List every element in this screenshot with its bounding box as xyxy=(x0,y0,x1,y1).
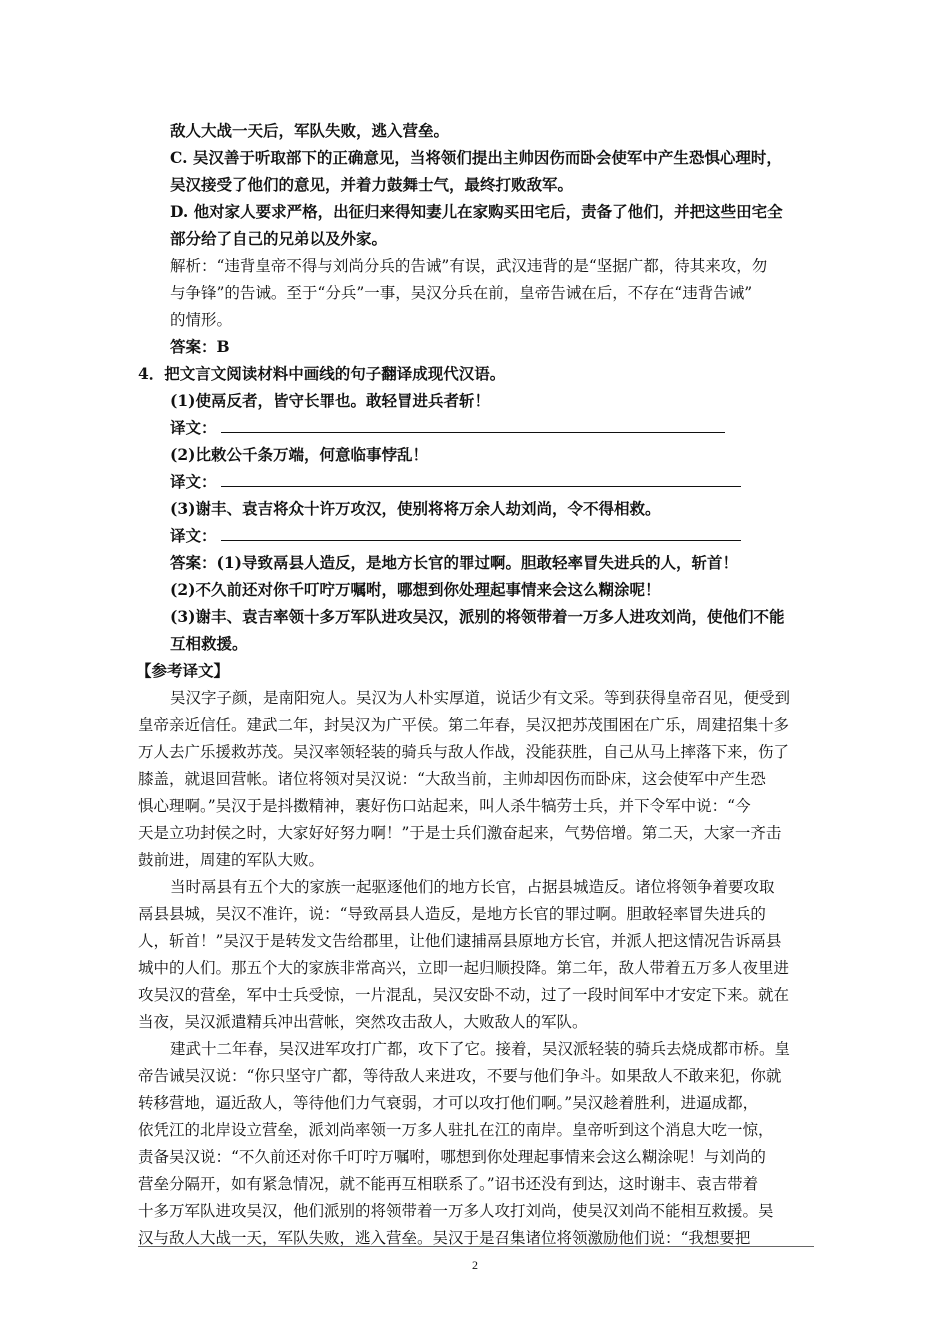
q4-sentence-3: (3)谢丰、袁吉将众十许万攻汉，使别将将万余人劫刘尚，令不得相救。 xyxy=(170,499,661,518)
option-c-line2: 吴汉接受了他们的意见，并着力鼓舞士气，最终打败敌军。 xyxy=(170,175,574,194)
translate-label: 译文： xyxy=(170,418,217,437)
ref-p2-line: 鬲县县城，吴汉不准许，说：“导致鬲县人造反，是地方长官的罪过啊。胆敢轻率冒失进兵的 xyxy=(138,905,766,923)
translate-label: 译文： xyxy=(170,472,217,491)
option-d-line1: D. 他对家人要求严格，出征归来得知妻儿在家购买田宅后，责备了他们，并把这些田宅全 xyxy=(170,202,783,221)
q4-answer-3-line1: (3)谢丰、袁吉率领十多万军队进攻吴汉，派别的将领带着一万多人进攻刘尚，使他们不能 xyxy=(170,607,785,626)
ref-p3-line: 建武十二年春，吴汉进军攻打广都，攻下了它。接着，吴汉派轻装的骑兵去烧成都市桥。皇 xyxy=(170,1040,791,1058)
footer-divider xyxy=(138,1246,814,1247)
q3-analysis-line1: 解析：“违背皇帝不得与刘尚分兵的告诫”有误，武汉违背的是“坚据广都，待其来攻，勿 xyxy=(170,257,768,275)
option-b-tail: 敌人大战一天后，军队失败，逃入营垒。 xyxy=(170,121,450,140)
ref-p3-line: 转移营地，逼近敌人，等待他们力气衰弱，才可以攻打他们啊。”吴汉趁着胜利，进逼成都， xyxy=(138,1094,759,1112)
answer-blank[interactable] xyxy=(221,526,741,541)
answer-blank[interactable] xyxy=(221,472,741,487)
q4-translate-line-1 xyxy=(170,418,725,438)
q4-answer-1: 答案：(1)导致鬲县人造反，是地方长官的罪过啊。胆敢轻率冒失进兵的人，斩首！ xyxy=(170,553,738,572)
option-d-line2: 部分给了自己的兄弟以及外家。 xyxy=(170,229,388,248)
ref-p2-line: 当夜，吴汉派遣精兵冲出营帐，突然攻击敌人，大败敌人的军队。 xyxy=(138,1013,588,1031)
ref-p1-line: 万人去广乐援救苏茂。吴汉率领轻装的骑兵与敌人作战，没能获胜，自己从马上摔落下来，伤了 xyxy=(138,743,790,761)
q4-answer-2: (2)不久前还对你千叮咛万嘱咐，哪想到你处理起事情来会这么糊涂呢！ xyxy=(170,580,661,599)
ref-p2-line: 人，斩首！”吴汉于是转发文告给郡里，让他们逮捕鬲县原地方长官，并派人把这情况告诉鬲县 xyxy=(138,932,782,950)
ref-p3-line: 汉与敌人大战一天，军队失败，逃入营垒。吴汉于是召集诸位将领激励他们说：“我想要把 xyxy=(138,1229,751,1247)
option-c-line1: C. 吴汉善于听取部下的正确意见，当将领们提出主帅因伤而卧会使军中产生恐惧心理时， xyxy=(170,148,782,167)
ref-p1-line: 天是立功封侯之时，大家好好努力啊！”于是士兵们激奋起来，气势倍增。第二天，大家一齐击 xyxy=(138,824,782,842)
ref-p2-line: 攻吴汉的营垒，军中士兵受惊，一片混乱，吴汉安卧不动，过了一段时间军中才安定下来。就在 xyxy=(138,986,790,1004)
q4-prompt: 4．把文言文阅读材料中画线的句子翻译成现代汉语。 xyxy=(138,364,506,383)
q4-answer-3-line2: 互相救援。 xyxy=(170,634,248,653)
ref-p1-line: 鼓前进，周建的军队大败。 xyxy=(138,851,325,869)
q4-translate-line-2 xyxy=(170,472,741,492)
q4-sentence-2: (2)比敕公千条万端，何意临事悖乱！ xyxy=(170,445,428,464)
ref-p1-line: 皇帝亲近信任。建武二年，封吴汉为广平侯。第二年春，吴汉把苏茂围困在广乐，周建招集十多 xyxy=(138,716,790,734)
q4-sentence-1: (1)使鬲反者，皆守长罪也。敢轻冒进兵者斩！ xyxy=(170,391,490,410)
ref-p1-line: 膝盖，就退回营帐。诸位将领对吴汉说：“大敌当前，主帅却因伤而卧床，这会使军中产生恐 xyxy=(138,770,766,788)
ref-p1-line: 吴汉字子颜，是南阳宛人。吴汉为人朴实厚道，说话少有文采。等到获得皇帝召见，便受到 xyxy=(170,689,791,707)
q3-analysis-line3: 的情形。 xyxy=(170,311,233,329)
ref-p3-line: 责备吴汉说：“不久前还对你千叮咛万嘱咐，哪想到你处理起事情来会这么糊涂呢！与刘尚的 xyxy=(138,1148,766,1166)
ref-p3-line: 依凭江的北岸设立营垒，派刘尚率领一万多人驻扎在江的南岸。皇帝听到这个消息大吃一惊， xyxy=(138,1121,774,1139)
ref-p1-line: 惧心理啊。”吴汉于是抖擞精神，裹好伤口站起来，叫人杀牛犒劳士兵，并下令军中说：“今 xyxy=(138,797,751,815)
q3-analysis-line2: 与争锋”的告诫。至于“分兵”一事，吴汉分兵在前，皇帝告诫在后，不存在“违背告诫” xyxy=(170,284,753,302)
answer-blank[interactable] xyxy=(221,418,725,433)
q3-answer: 答案：B xyxy=(170,337,230,356)
ref-p2-line: 城中的人们。那五个大的家族非常高兴，立即一起归顺投降。第二年，敌人带着五万多人夜里进 xyxy=(138,959,790,977)
ref-p3-line: 十多万军队进攻吴汉，他们派别的将领带着一万多人攻打刘尚，使吴汉刘尚不能相互救援。吴 xyxy=(138,1202,774,1220)
translate-label: 译文： xyxy=(170,526,217,545)
ref-p2-line: 当时鬲县有五个大的家族一起驱逐他们的地方长官，占据县城造反。诸位将领争着要攻取 xyxy=(170,878,775,896)
reference-heading: 【参考译文】 xyxy=(136,661,230,680)
page-number: 2 xyxy=(472,1258,478,1272)
q4-translate-line-3 xyxy=(170,526,741,546)
ref-p3-line: 帝告诫吴汉说：“你只坚守广都，等待敌人来进攻，不要与他们争斗。如果敌人不敢来犯，你就 xyxy=(138,1067,782,1085)
ref-p3-line: 营垒分隔开，如有紧急情况，就不能再互相联系了。”诏书还没有到达，这时谢丰、袁吉带着 xyxy=(138,1175,759,1193)
